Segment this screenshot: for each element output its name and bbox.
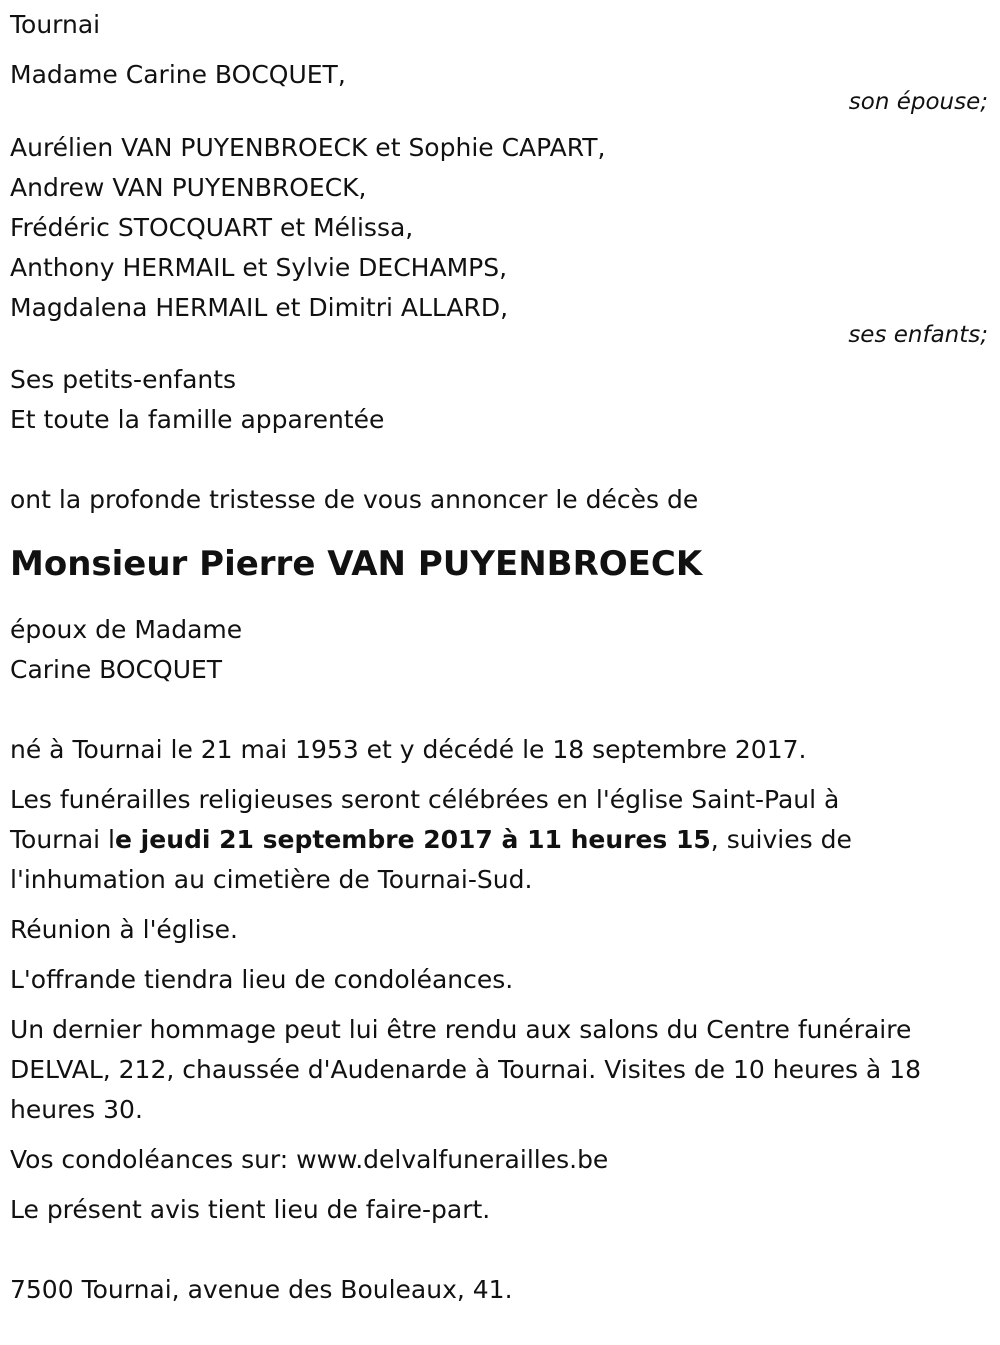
spouse-of-line-1: époux de Madame [10,615,243,644]
tribute-line-3: heures 30. [10,1095,143,1124]
condolences-label: Vos condoléances sur: [10,1145,297,1174]
condolences-link[interactable]: www.delvalfunerailles.be [296,1145,609,1174]
funeral-paragraph [10,780,990,900]
grandchildren-line: Ses petits-enfants [10,365,237,394]
funeral-line-2-prefix: Tournai l [10,825,116,854]
address-text: 7500 Tournai, avenue des Bouleaux, 41. [10,1275,513,1304]
deceased-name: Monsieur Pierre VAN PUYENBROECK [10,544,703,584]
obituary-notice [0,5,1000,1345]
spouse-role: son épouse; [848,89,988,115]
announcement-text: ont la profonde tristesse de vous annoncer le décès de [10,485,699,514]
funeral-line-2 [10,820,990,860]
child-entry: Andrew VAN PUYENBROECK, [10,173,367,202]
meeting-text: Réunion à l'église. [10,915,238,944]
funeral-line-3: l'inhumation au cimetière de Tournai-Sud. [10,865,533,894]
child-entry: Magdalena HERMAIL et Dimitri ALLARD, [10,293,509,322]
condolences-line [10,1140,990,1180]
funeral-line-1: Les funérailles religieuses seront célébrées en l'église Saint-Paul à [10,785,840,814]
child-entry: Anthony HERMAIL et Sylvie DECHAMPS, [10,253,508,282]
spouse-of-line-2: Carine BOCQUET [10,655,223,684]
tribute-paragraph [10,1010,990,1130]
tribute-line-2: DELVAL, 212, chaussée d'Audenarde à Tournai. Visites de 10 heures à 18 [10,1055,921,1084]
child-entry: Frédéric STOCQUART et Mélissa, [10,213,414,242]
notice-text: Le présent avis tient lieu de faire-part. [10,1195,491,1224]
funeral-date-time: e jeudi 21 septembre 2017 à 11 heures 15 [115,825,711,854]
tribute-line-1: Un dernier hommage peut lui être rendu aux salons du Centre funéraire [10,1015,912,1044]
children-role: ses enfants; [848,322,988,348]
funeral-line-2-suffix: , suivies de [710,825,852,854]
children-list [10,128,990,328]
city-heading: Tournai [10,10,101,39]
family-line: Et toute la famille apparentée [10,405,385,434]
offering-text: L'offrande tiendra lieu de condoléances. [10,965,514,994]
birth-death-text: né à Tournai le 21 mai 1953 et y décédé le 18 septembre 2017. [10,735,807,764]
spouse-line: Madame Carine BOCQUET, [10,60,346,89]
child-entry: Aurélien VAN PUYENBROECK et Sophie CAPART, [10,133,606,162]
